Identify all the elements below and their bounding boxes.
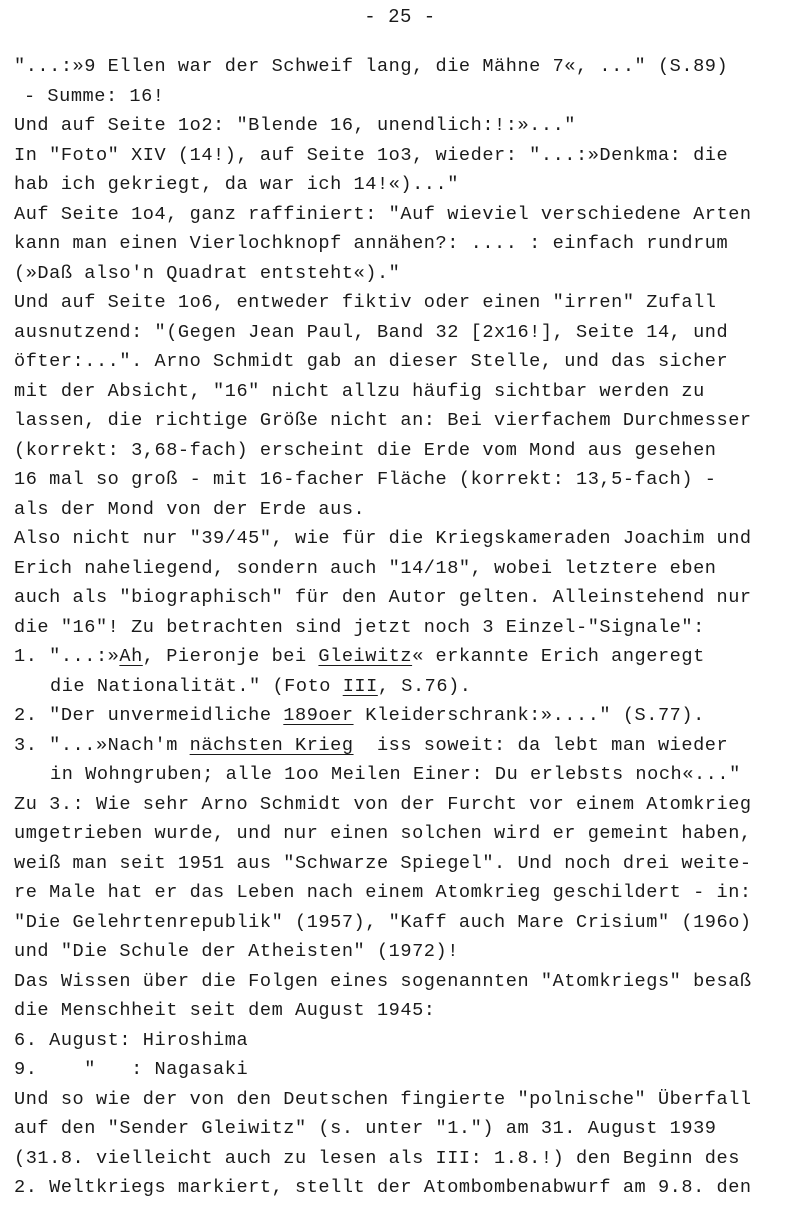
text-line xyxy=(14,1026,794,1056)
text-segment: In "Foto" XIV (14!), auf Seite 1o3, wieder: "...:»Denkma: die xyxy=(14,144,729,166)
text-segment: ausnutzend: "(Gegen Jean Paul, Band 32 [2x16!], Seite 14, und xyxy=(14,321,729,343)
text-segment: Und auf Seite 1o6, entweder fiktiv oder einen "irren" Zufall xyxy=(14,292,717,313)
underlined-text: 189oer xyxy=(283,705,354,726)
text-line xyxy=(14,141,794,171)
text-line xyxy=(14,318,794,348)
text-segment: 6. August: Hiroshima xyxy=(14,1029,249,1051)
text-segment: 2. Weltkriegs markiert, stellt der Atombombenabwurf am 9.8. den xyxy=(14,1177,752,1198)
text-segment: "Die Gelehrtenrepublik" (1957), "Kaff auch Mare Crisium" (196o) xyxy=(14,911,752,933)
text-line xyxy=(14,642,794,672)
text-segment: (31.8. vielleicht auch zu lesen als III: 1.8.!) den Beginn des xyxy=(14,1147,740,1169)
text-line xyxy=(14,229,794,259)
text-segment: und "Die Schule der Atheisten" (1972)! xyxy=(14,941,459,962)
underlined-text: III xyxy=(342,675,378,697)
document-body xyxy=(14,52,794,1203)
text-line xyxy=(14,908,794,938)
text-segment: auf den "Sender Gleiwitz" (s. unter "1.") am 31. August 1939 xyxy=(14,1118,717,1139)
text-segment: öfter:...". Arno Schmidt gab an dieser Stelle, und das sicher xyxy=(14,351,729,372)
text-line xyxy=(14,495,794,525)
text-line xyxy=(14,52,794,82)
text-line xyxy=(14,347,794,377)
text-segment: 1. "...:» xyxy=(14,646,120,667)
text-segment: 16 mal so groß - mit 16-facher Fläche (korrekt: 13,5-fach) - xyxy=(14,469,717,490)
text-line xyxy=(14,170,794,200)
text-segment: in Wohngruben; alle 1oo Meilen Einer: Du erlebsts noch«..." xyxy=(50,764,741,785)
text-line xyxy=(14,613,794,643)
text-segment: "...:»9 Ellen war der Schweif lang, die Mähne 7«, ..." (S.89) xyxy=(14,56,729,77)
text-segment: auch als "biographisch" für den Autor gelten. Alleinstehend nur xyxy=(14,587,752,608)
text-line xyxy=(14,200,794,230)
text-line xyxy=(14,849,794,879)
text-line xyxy=(14,967,794,997)
text-line xyxy=(14,259,794,289)
text-segment: re Male hat er das Leben nach einem Atomkrieg geschildert - in: xyxy=(14,882,752,903)
text-line xyxy=(14,524,794,554)
text-segment: iss soweit: da lebt man wieder xyxy=(353,734,729,756)
text-segment: (korrekt: 3,68-fach) erscheint die Erde vom Mond aus gesehen xyxy=(14,439,717,461)
text-segment: , Pieronje bei xyxy=(142,646,319,667)
text-line xyxy=(14,878,794,908)
text-segment: als der Mond von der Erde aus. xyxy=(14,498,366,520)
text-segment: die Nationalität." (Foto xyxy=(50,675,343,697)
text-line xyxy=(14,436,794,466)
text-segment: weiß man seit 1951 aus "Schwarze Spiegel". Und noch drei weite- xyxy=(14,852,752,874)
text-segment: Auf Seite 1o4, ganz raffiniert: "Auf wieviel verschiedene Arten xyxy=(14,203,752,225)
text-line xyxy=(14,760,794,790)
text-segment: Und auf Seite 1o2: "Blende 16, unendlich:!:»..." xyxy=(14,115,576,136)
text-line xyxy=(14,819,794,849)
text-segment: 2. "Der unvermeidliche xyxy=(14,705,284,726)
text-line xyxy=(14,288,794,318)
text-line xyxy=(14,406,794,436)
text-line xyxy=(14,465,794,495)
text-segment: hab ich gekriegt, da war ich 14!«)..." xyxy=(14,174,459,195)
text-line xyxy=(14,1114,794,1144)
text-line xyxy=(14,82,794,112)
text-segment: die Menschheit seit dem August 1945: xyxy=(14,1000,436,1021)
text-line xyxy=(14,937,794,967)
text-segment: lassen, die richtige Größe nicht an: Bei vierfachem Durchmesser xyxy=(14,410,752,431)
text-segment: 3. "...»Nach'm xyxy=(14,734,190,756)
text-segment: « erkannte Erich angeregt xyxy=(412,646,705,667)
text-segment: Kleiderschrank:»...." (S.77). xyxy=(353,705,705,726)
underlined-text: nächsten Krieg xyxy=(189,734,354,756)
text-line xyxy=(14,701,794,731)
text-segment: umgetrieben wurde, und nur einen solchen wird er gemeint haben, xyxy=(14,823,752,844)
text-segment: Erich naheliegend, sondern auch "14/18", wobei letztere eben xyxy=(14,557,717,579)
text-line xyxy=(14,790,794,820)
text-segment: kann man einen Vierlochknopf annähen?: .... : einfach rundrum xyxy=(14,233,729,254)
text-segment: die "16"! Zu betrachten sind jetzt noch 3 Einzel-"Signale": xyxy=(14,616,705,638)
text-line xyxy=(14,672,794,702)
text-segment: mit der Absicht, "16" nicht allzu häufig sichtbar werden zu xyxy=(14,380,705,402)
text-segment: Also nicht nur "39/45", wie für die Kriegskameraden Joachim und xyxy=(14,528,752,549)
text-line xyxy=(14,996,794,1026)
text-line xyxy=(14,1144,794,1174)
text-line xyxy=(14,731,794,761)
underlined-text: Ah xyxy=(119,646,143,667)
text-line xyxy=(14,111,794,141)
text-segment: - Summe: 16! xyxy=(24,85,165,107)
page-number: - 25 - xyxy=(364,6,436,28)
text-line xyxy=(14,1173,794,1203)
text-line xyxy=(14,377,794,407)
text-line xyxy=(14,1055,794,1085)
text-line xyxy=(14,1085,794,1115)
text-segment: , S.76). xyxy=(377,675,472,697)
text-segment: Zu 3.: Wie sehr Arno Schmidt von der Furcht vor einem Atomkrieg xyxy=(14,793,752,815)
text-segment: (»Daß also'n Quadrat entsteht«)." xyxy=(14,262,401,284)
text-line xyxy=(14,583,794,613)
text-segment: Und so wie der von den Deutschen fingierte "polnische" Überfall xyxy=(14,1088,752,1110)
underlined-text: Gleiwitz xyxy=(318,646,413,667)
text-segment: 9. " : Nagasaki xyxy=(14,1059,249,1080)
text-line xyxy=(14,554,794,584)
text-segment: Das Wissen über die Folgen eines sogenannten "Atomkriegs" besaß xyxy=(14,970,752,992)
